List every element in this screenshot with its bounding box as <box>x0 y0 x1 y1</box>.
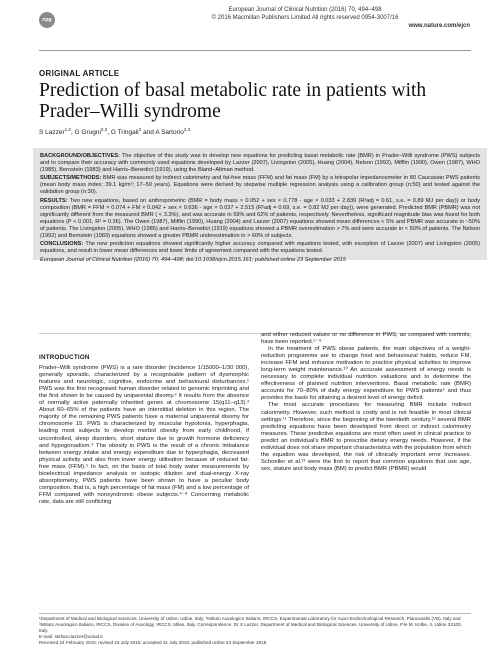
abstract-box <box>33 148 487 264</box>
author-separator: , <box>70 129 73 137</box>
abstract-methods <box>40 175 480 196</box>
author-list <box>39 127 479 136</box>
affiliations-footnote: ¹Department of Medical and Biological Sciences, University of Udine, Udine, Italy; ²Istituto Auxologico Italiano, IRCCS, Experimental Laboratory for Auxo-Endocrinological Research, Piancavallo (VB), Italy and ³Istituto Auxologico Italiano, IRCCS, Division of Auxology, IRCCS, Milan, Italy. Correspondence: Dr S Lazzer, Department of Medical and Biological Sciences, University of Udine, P.le M. Kolbe, 4, Udine 33100, Italy. <box>39 616 462 633</box>
author-affiliation: 1,2 <box>64 127 71 132</box>
abstract-background <box>40 153 480 174</box>
email-footnote[interactable]: E-mail: stefano.lazzer@uniud.it <box>39 634 103 639</box>
author-affiliation: 2,3 <box>183 127 191 132</box>
received-dates: Received 24 February 2015; revised 23 July 2015; accepted 31 July 2015; published online 23 September 2015 <box>39 640 267 645</box>
author-name[interactable]: S Lazzer <box>39 129 65 137</box>
article-title: Prediction of basal metabolic rate in patients with Prader–Willi syndrome <box>39 80 427 122</box>
footnotes <box>39 616 471 646</box>
footnote-divider <box>39 613 471 614</box>
author-name[interactable]: G Tringali <box>110 129 139 137</box>
paragraph: In the treatment of PWS obese patients, the main objectives of a weight-reduction programme are to change food and behavioural habits, reduce FM, increase FFM and enhance motivation to practice physical activities to improve long-term weight maintenance.¹⁰ An accurate assessment of energy needs is necessary to complete individual nutrition valuations and to determine the effectiveness of planned nutrition interventions. Basal metabolic rate (BMR) accounts for 70–80% of daily energy expenditure for PWS patients⁵ and thus provides the basis for attaining a desired level of energy deficit. <box>261 346 471 402</box>
body-column-right <box>261 332 471 473</box>
publisher-logo: npg <box>39 12 55 28</box>
paragraph: The most accurate procedures for measuring BMR include indirect calorimetry. However, such method is costly and is not feasible in most clinical settings.¹¹ Therefore, since the beginning of the twentieth century,¹² several BMR predicting equations have been developed from direct or indirect calorimetry measures. These predictive equations are most often used in clinical practice to predict an individual's BMR to prescribe dietary energy needs. However, if the individual does not share important characteristics with the population from which the equation was developed, the risk of clinically important error increases. Schoeller et al.¹³ were the first to report that common equations that use age, sex, stature and body mass (BM) to predict BMR (PBMR) would <box>261 402 471 472</box>
journal-masthead <box>140 6 470 30</box>
abstract-text: Two new equations, based on anthropometric (BMR = body mass × 0.052 + sex × 0.778 - age × 0.033 + 2.839 (R²adj = 0.61, s.e. = 0.89 MJ per day)) or body composition (BMR = FFM × 0.074 + FM × 0.042 + sex × 0.636 - age × 0.037 + 2.515 (R²adj = 0.69, s.e. = 0.82 MJ per day)), were generated. Predicted BMR (PBMR) was not significantly different from the measured BMR ( < 3.3%), and was accurate in 59% and 62% of patients, respectively. Nevertheless, significant magnitude bias was found for both equations (P < 0.001, R² = 0.36). The Owen (1987), Mifflin (1990), Huang (2004) and Lazzer (2007) equations showed mean differences < 5% and PBMR was accurate in ~50% of patients. The Livingston (2005), WHO (1985) and Harris–Benedict (1919) equations showed a PBMR overestimation > 7% and were accurate in < 50% of patients. The Nelson (1992) and Bernstein (1983) equations showed a greater PBMR underestimation in > 60% of subjects. <box>40 197 480 240</box>
article-type: ORIGINAL ARTICLE <box>39 69 120 78</box>
author-separator: and <box>142 129 154 137</box>
author-separator: , <box>107 129 109 137</box>
abstract-results <box>40 198 480 241</box>
author-affiliation: 2,3 <box>100 127 108 132</box>
article-citation[interactable]: European Journal of Clinical Nutrition (2016) 70, 494–498; doi:10.1038/ejcn.2015.161; published online 23 September 2015 <box>40 257 347 264</box>
body-column-left <box>39 339 249 506</box>
abstract-heading: SUBJECTS/METHODS: <box>40 175 102 182</box>
copyright-line: © 2016 Macmillan Publishers Limited All rights reserved 0954-3007/16 <box>211 15 399 21</box>
abstract-heading: BACKGROUND/OBJECTIVES: <box>40 153 120 159</box>
abstract-text: BMR was measured by indirect calorimetry and fat-free mass (FFM) and fat mass (FM) by a tetrapolar impedancemeter in 80 Caucasian PWS patients (mean body mass index: 39.1 kg/m²; 17–50 years). Equations were derived by stepwise multiple regression analysis using a calibration group (n:50) and tested against the validation group (n:30). <box>40 175 480 196</box>
abstract-text: The objective of this study was to develop new equations for predicting basal metabolic rate (BMR) in Prader–Willi syndrome (PWS) subjects and to compare their accuracy with commonly used equations developed by Lazzer (2007), Livingston (2005), Huang (2004), Nelson (1992), Mifflin (1990), Owen (1987), WHO (1985), Bernstein (1983) and Harris–Benedict (1919), using the Bland–Altman method. <box>40 153 480 174</box>
section-heading: INTRODUCTION <box>39 354 90 361</box>
paragraph: and either reduced values or no difference in PWS, as compared with controls, have been reported.⁵⁻⁹ <box>261 332 471 346</box>
paragraph: Prader–Willi syndrome (PWS) is a rare disorder (incidence 1/15000–1/30 000), generally sporadic, characterized by a recognisable pattern of dysmorphic features and neurologic, cognitive, endocrine and behavioural disturbances.¹ PWS was the first recognised human disorder related to genomic imprinting and the first shown to be caused by uniparental disomy.² It results from the absence of normally active paternally inherited genes at chromosome 15(q11–q13).³ About 60–65% of the patients have an interstitial deletion in this region. The majority of the remaining PWS patients have a maternal uniparental disomy for chromosome 15. PWS is characterized by muscular hypotonia, hyperphagia, leading most subjects to develop morbid obesity from early childhood, if uncontrolled, sleep disorders, short stature due to growth hormone deficiency and hypogonadism.⁴ The obesity in PWS is the result of a chronic imbalance between energy intake and energy expenditure due to hyperphagia, decreased physical activity and also from lower energy utilisation because of reduced fat-free mass (FFM).⁵ In fact, on the basis of total body water measurements by bioelectrical impedance analysis or isotopic dilution and dual-energy X-ray absorptiometry, PWS patients have been shown to have a peculiar body composition, that is, a high percentage of fat mass (FM) and a low percentage of FFM compared with nonsyndromic obese subjects.⁶⁻⁸ Concerning metabolic rate, data are still conflicting <box>39 365 249 505</box>
abstract-text: The new prediction equations showed significantly higher accuracy compared with equations tested, with exception of Lazzer (2007) and Livingston (2005) equations, and result in lower mean differences and lower limits of agreement compared with the equations tested. <box>40 241 481 255</box>
journal-url[interactable]: www.nature.com/ejcn <box>408 23 470 29</box>
abstract-conclusions <box>40 241 480 255</box>
author-affiliation: 2 <box>138 127 142 132</box>
author-name[interactable]: A Sartorio <box>155 129 184 137</box>
journal-line: European Journal of Clinical Nutrition (2016) 70, 494–498 <box>228 7 382 13</box>
header-divider <box>39 50 471 51</box>
abstract-heading: CONCLUSIONS: <box>40 241 84 248</box>
author-name[interactable]: G Grugni <box>74 129 101 137</box>
abstract-heading: RESULTS: <box>40 197 68 204</box>
